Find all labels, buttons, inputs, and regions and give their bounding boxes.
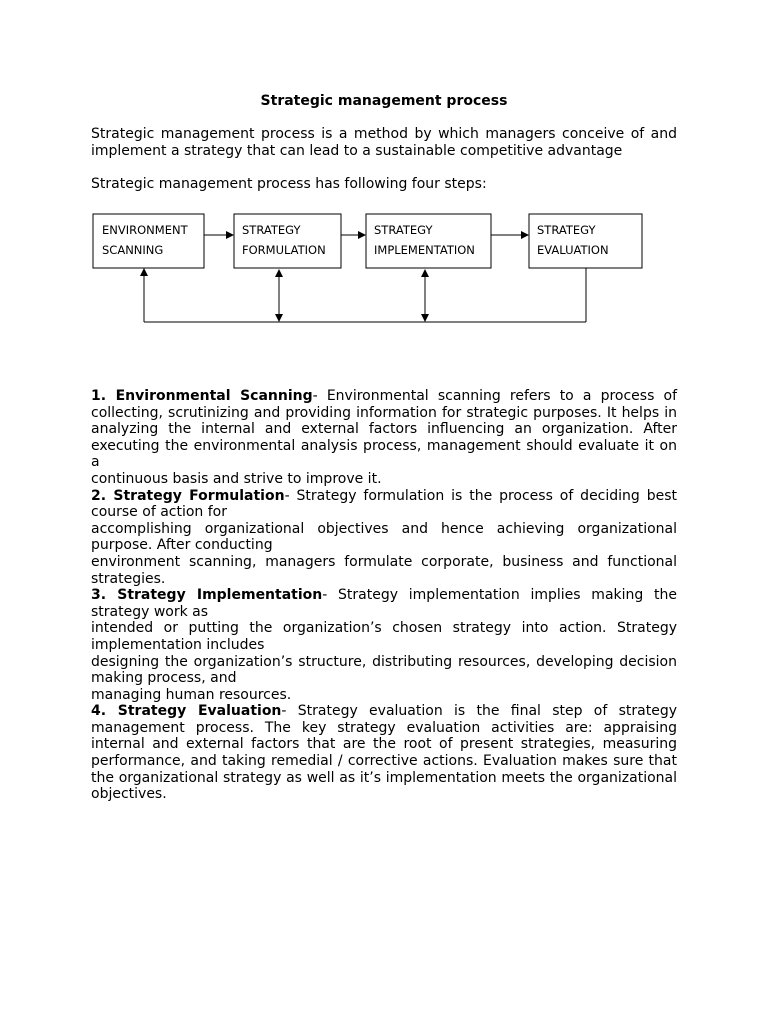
diagram-box-strategy-evaluation (529, 214, 642, 268)
step-2-line: course of action for (91, 504, 227, 521)
page-title: Strategic management process (260, 93, 508, 109)
process-diagram (88, 208, 648, 332)
step-2-text: - Strategy formulation is the process of deciding best (284, 487, 677, 504)
step-strategy-evaluation (91, 703, 677, 803)
step-1-heading: 1. Environmental Scanning (91, 388, 313, 404)
steps-section (91, 388, 677, 803)
step-4-line: management process. The key strategy evaluation activities are: appraising (91, 719, 677, 736)
step-4-text: - Strategy evaluation is the final step of strategy (281, 703, 677, 720)
diagram-box-environment-scanning (93, 214, 204, 268)
step-2-line: accomplishing organizational objectives and hence achieving organizational (91, 520, 677, 537)
step-3-line: implementation includes (91, 636, 265, 653)
step-1-line: continuous basis and strive to improve it. (91, 470, 382, 487)
step-environmental-scanning (91, 388, 677, 488)
step-3-line: intended or putting the organization’s chosen strategy into action. Strategy (91, 620, 677, 637)
box-1-line-1: ENVIRONMENT (102, 223, 188, 237)
diagram-box-strategy-formulation (234, 214, 341, 268)
box-1-line-2: SCANNING (102, 243, 164, 257)
step-3-text: - Strategy implementation implies making the (322, 587, 677, 604)
step-4-line: performance, and taking remedial / corrective actions. Evaluation makes sure that (91, 753, 677, 770)
step-3-line: strategy work as (91, 603, 209, 620)
step-3-heading: 3. Strategy Implementation (91, 587, 323, 604)
box-2-line-2: FORMULATION (242, 243, 326, 257)
step-4-line (91, 703, 677, 720)
box-2-line-1: STRATEGY (242, 223, 301, 237)
step-3-line: designing the organization’s structure, distributing resources, developing decision (91, 653, 677, 670)
step-4-heading: 4. Strategy Evaluation (91, 703, 282, 720)
step-2-heading: 2. Strategy Formulation (91, 487, 285, 504)
step-3-line: making process, and (91, 670, 237, 687)
step-strategy-implementation (91, 587, 677, 703)
box-4-line-2: EVALUATION (537, 243, 609, 257)
box-3-line-2: IMPLEMENTATION (374, 243, 475, 257)
step-2-line: environment scanning, managers formulate corporate, business and functional (91, 553, 677, 570)
step-1-line: collecting, scrutinizing and providing information for strategic purposes. It helps in (91, 404, 677, 421)
box-3-line-1: STRATEGY (374, 223, 433, 237)
step-3-line: managing human resources. (91, 686, 292, 703)
step-1-line: analyzing the internal and external factors influencing an organization. After (91, 421, 677, 438)
step-2-line: purpose. After conducting (91, 537, 273, 554)
diagram-box-strategy-implementation (366, 214, 491, 268)
intro-paragraph: Strategic management process is a method by which managers conceive of and implement a strategy that can lead to a sustainable competitive advantage (91, 126, 677, 159)
step-2-line: strategies. (91, 570, 166, 587)
step-1-text: - Environmental scanning refers to a process of (312, 388, 677, 404)
step-1-line (91, 388, 677, 405)
steps-intro-paragraph: Strategic management process has following four steps: (91, 176, 487, 192)
step-4-line: internal and external factors that are the root of present strategies, measuring (91, 736, 677, 753)
step-2-line (91, 488, 677, 505)
box-4-line-1: STRATEGY (537, 223, 596, 237)
step-3-line (91, 587, 677, 604)
step-1-line: executing the environmental analysis process, management should evaluate it on a (91, 437, 677, 471)
step-4-line: the organizational strategy as well as it’s implementation meets the organizational (91, 769, 677, 786)
step-4-line: objectives. (91, 786, 167, 803)
step-strategy-formulation (91, 488, 677, 588)
